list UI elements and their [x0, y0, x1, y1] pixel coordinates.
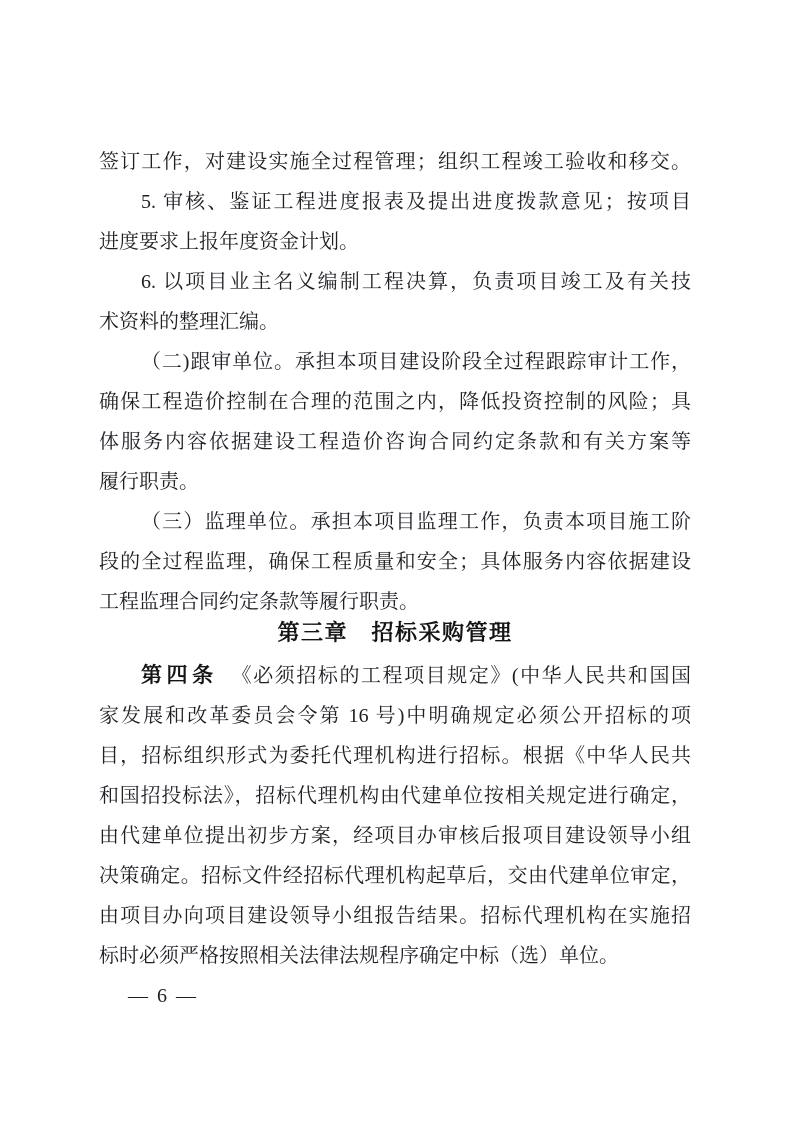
- text-line: 由代建单位提出初步方案，经项目办审核后报项目建设领导小组: [99, 825, 691, 847]
- article-line-text: 《必须招标的工程项目规定》(中华人民共和国国: [231, 665, 691, 687]
- text-line: 目，招标组织形式为委托代理机构进行招标。根据《中华人民共: [99, 745, 691, 767]
- text-line: 履行职责。: [99, 471, 199, 493]
- text-line: [99, 656, 691, 696]
- text-line: 进度要求上报年度资金计划。: [99, 231, 359, 253]
- text-column: [99, 142, 691, 976]
- text-line: 工程监理合同约定条款等履行职责。: [99, 591, 419, 613]
- text-line: 标时必须严格按照相关法律法规程序确定中标（选）单位。: [99, 945, 619, 967]
- text-line: 5. 审核、鉴证工程进度报表及提出进度拨款意见；按项目: [141, 191, 691, 213]
- chapter-heading: 第三章 招标采购管理: [277, 620, 513, 645]
- text-line: 确保工程造价控制在合理的范围之内，降低投资控制的风险；具: [99, 391, 691, 413]
- text-line: 体服务内容依据建设工程造价咨询合同约定条款和有关方案等: [99, 431, 691, 453]
- article-number-label: 第四条: [141, 664, 218, 687]
- text-line: 6. 以项目业主名义编制工程决算，负责项目竣工及有关技: [141, 271, 691, 293]
- text-line: 由项目办向项目建设领导小组报告结果。招标代理机构在实施招: [99, 905, 691, 927]
- text-line: 段的全过程监理，确保工程质量和安全；具体服务内容依据建设: [99, 551, 691, 573]
- text-line: 签订工作，对建设实施全过程管理；组织工程竣工验收和移交。: [99, 151, 691, 173]
- text-line: 和国招投标法》，招标代理机构由代建单位按相关规定进行确定，: [99, 785, 691, 807]
- text-line: （二)跟审单位。承担本项目建设阶段全过程跟踪审计工作，: [141, 351, 691, 373]
- text-line: 家发展和改革委员会令第 16 号)中明确规定必须公开招标的项: [99, 705, 691, 727]
- page-number: — 6 —: [128, 985, 198, 1007]
- text-line: 术资料的整理汇编。: [99, 311, 279, 333]
- text-line: 决策确定。招标文件经招标代理机构起草后，交由代建单位审定，: [99, 865, 691, 887]
- text-line: （三）监理单位。承担本项目监理工作，负责本项目施工阶: [141, 511, 691, 533]
